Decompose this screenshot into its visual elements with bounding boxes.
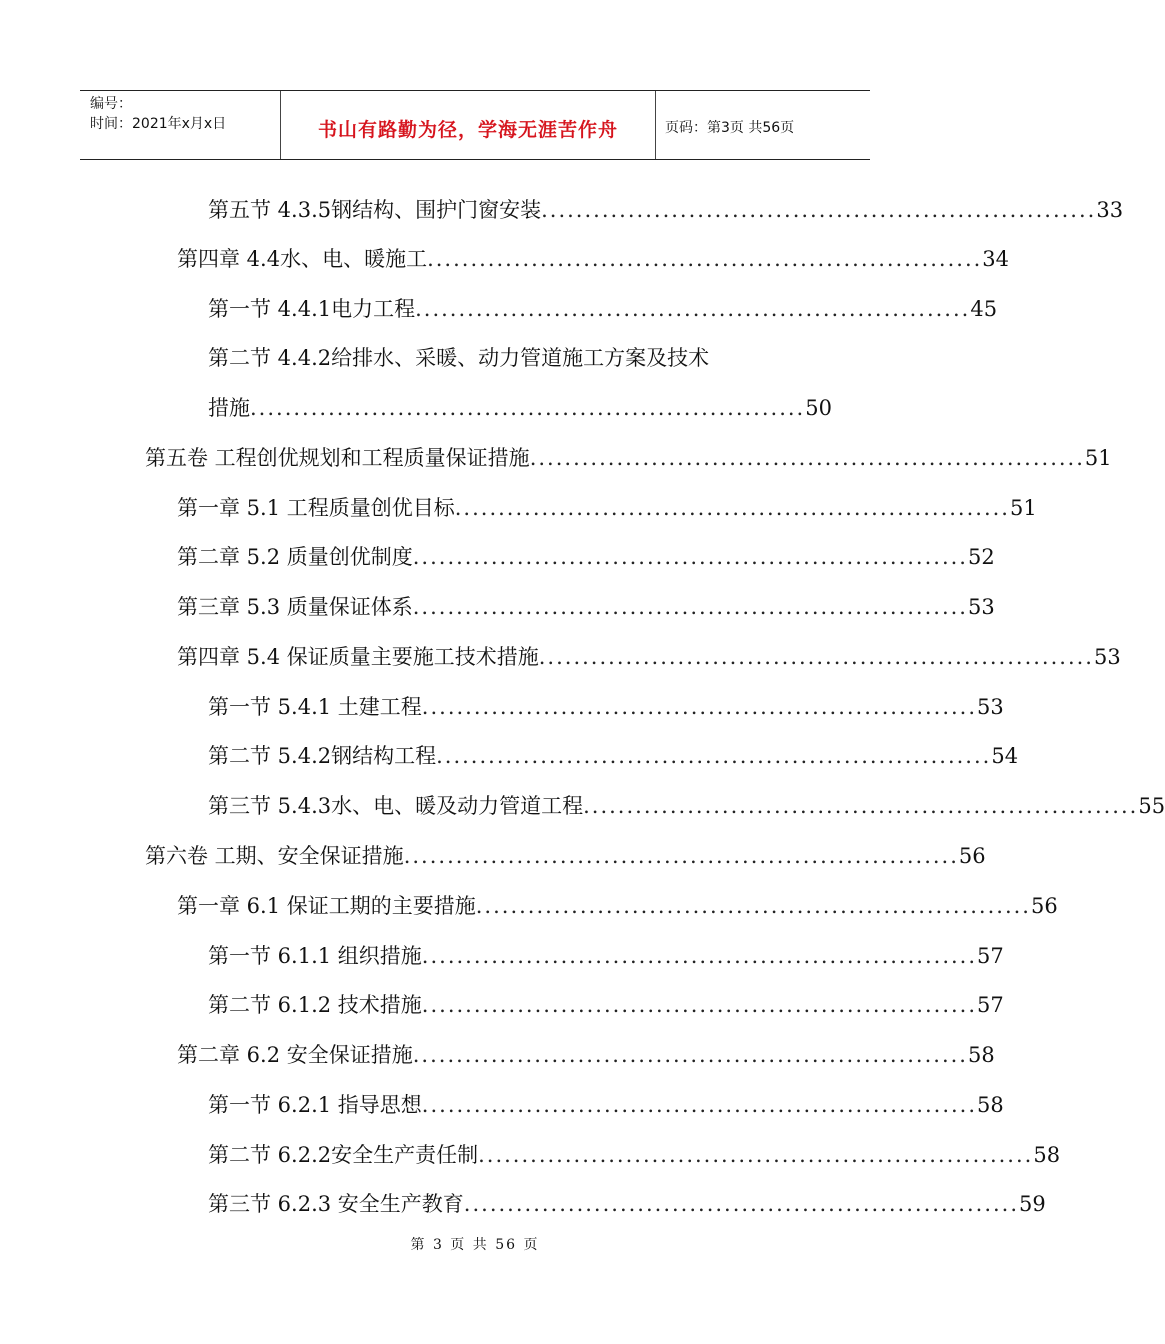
toc-entry-page: 54 (991, 744, 1019, 768)
toc-dot-leader: ................................................................ (436, 744, 992, 768)
toc-entry-title: 第一节 6.2.1 指导思想 (208, 1093, 422, 1117)
toc-entry-page: 51 (1009, 496, 1037, 520)
toc-entry[interactable] (208, 941, 1004, 971)
toc-entry-title: 第五卷 工程创优规划和工程质量保证措施 (145, 446, 530, 470)
toc-dot-leader: ................................................................ (415, 297, 971, 321)
toc-entry[interactable] (208, 692, 1004, 722)
toc-entry-page: 58 (977, 1093, 1004, 1117)
toc-entry-page: 34 (982, 247, 1010, 271)
toc-dot-leader: ................................................................ (463, 1192, 1020, 1216)
toc-entry-page: 45 (970, 297, 998, 321)
toc-dot-leader: ................................................................ (412, 545, 968, 569)
toc-entry-page: 52 (967, 545, 995, 569)
toc-entry-page: 53 (977, 695, 1004, 719)
toc-entry[interactable] (208, 791, 1165, 821)
toc-entry-page: 57 (977, 944, 1004, 968)
toc-entry-title: 第一节 6.1.1 组织措施 (208, 944, 422, 968)
toc-entry-title: 第二章 5.2 质量创优制度 (177, 545, 413, 569)
toc-entry[interactable] (145, 443, 1112, 473)
toc-entry-page: 33 (1096, 198, 1124, 222)
toc-dot-leader: ................................................................ (421, 1093, 978, 1117)
toc-entry[interactable] (208, 195, 1124, 225)
header-motto: 书山有路勤为径，学海无涯苦作舟 (317, 119, 618, 141)
toc-entry-title: 第一节 4.4.1电力工程 (208, 297, 416, 321)
toc-entry-title: 第四章 5.4 保证质量主要施工技术措施 (177, 645, 539, 669)
toc-dot-leader: ................................................................ (421, 993, 978, 1017)
toc-dot-leader: ................................................................ (421, 695, 978, 719)
toc-entry[interactable] (177, 244, 1010, 274)
toc-dot-leader: ................................................................ (421, 944, 978, 968)
toc-entry-title: 第二章 6.2 安全保证措施 (177, 1043, 413, 1067)
toc-dot-leader: ................................................................ (427, 247, 983, 271)
toc-entry-page: 57 (977, 993, 1004, 1017)
toc-entry-title: 第一章 6.1 保证工期的主要措施 (177, 894, 476, 918)
toc-dot-leader: ................................................................ (478, 1143, 1034, 1167)
toc-entry-page: 58 (967, 1043, 995, 1067)
toc-entry-page: 53 (1093, 645, 1121, 669)
toc-entry-title: 第五节 4.3.5钢结构、围护门窗安装 (208, 198, 542, 222)
toc-entry-title: 第二节 5.4.2钢结构工程 (208, 744, 437, 768)
toc-dot-leader: ................................................................ (583, 794, 1139, 818)
toc-entry[interactable] (145, 841, 986, 871)
header-page-label: 页码：第3页 共56页 (665, 120, 795, 136)
toc-entry-title: 第六卷 工期、安全保证措施 (145, 844, 404, 868)
toc-entry-page: 59 (1019, 1192, 1046, 1216)
toc-entry-title: 第一节 5.4.1 土建工程 (208, 695, 422, 719)
toc-entry[interactable] (177, 592, 995, 622)
toc-dot-leader: ................................................................ (454, 496, 1010, 520)
toc-entry-wrapped-line[interactable]: 第二节 4.4.2给排水、采暖、动力管道施工方案及技术 (208, 346, 710, 370)
toc-entry-title: 第四章 4.4水、电、暖施工 (177, 247, 428, 271)
toc-dot-leader: ................................................................ (250, 396, 806, 420)
toc-entry-title: 第三节 5.4.3水、电、暖及动力管道工程 (208, 794, 584, 818)
toc-dot-leader: ................................................................ (412, 1043, 968, 1067)
toc-entry[interactable] (177, 542, 995, 572)
toc-entry[interactable] (208, 741, 1019, 771)
toc-entry-title: 措施 (208, 396, 250, 420)
toc-entry-title: 第二节 6.1.2 技术措施 (208, 993, 422, 1017)
toc-entry-page: 53 (967, 595, 995, 619)
toc-entry-title: 第三章 5.3 质量保证体系 (177, 595, 413, 619)
toc-entry-page: 56 (958, 844, 986, 868)
toc-entry[interactable] (208, 1140, 1061, 1170)
toc-entry[interactable] (208, 990, 1004, 1020)
toc-entry[interactable] (177, 891, 1058, 921)
document-date-label: 时间：2021年x月x日 (90, 116, 227, 132)
toc-dot-leader: ................................................................ (475, 894, 1031, 918)
toc-dot-leader: ................................................................ (412, 595, 968, 619)
toc-dot-leader: ................................................................ (403, 844, 959, 868)
document-number-label: 编号： (90, 96, 132, 112)
toc-entry-page: 58 (1033, 1143, 1061, 1167)
toc-dot-leader: ................................................................ (541, 198, 1097, 222)
toc-dot-leader: ................................................................ (538, 645, 1094, 669)
toc-entry-title: 第三节 6.2.3 安全生产教育 (208, 1192, 464, 1216)
toc-entry-page: 56 (1030, 894, 1058, 918)
toc-entry-page: 50 (805, 396, 832, 420)
toc-entry-title: 第二节 6.2.2安全生产责任制 (208, 1143, 479, 1167)
toc-entry[interactable] (208, 294, 998, 324)
toc-entry[interactable] (208, 1090, 1004, 1120)
toc-entry-title: 第一章 5.1 工程质量创优目标 (177, 496, 455, 520)
toc-dot-leader: ................................................................ (529, 446, 1085, 470)
toc-entry[interactable] (208, 393, 832, 423)
toc-entry[interactable] (208, 1189, 1046, 1219)
toc-entry-page: 55 (1138, 794, 1165, 818)
toc-entry[interactable] (177, 642, 1121, 672)
toc-entry[interactable] (177, 493, 1037, 523)
toc-entry[interactable] (177, 1040, 995, 1070)
toc-entry-page: 51 (1084, 446, 1112, 470)
page-footer: 第 3 页 共 56 页 (410, 1237, 540, 1253)
